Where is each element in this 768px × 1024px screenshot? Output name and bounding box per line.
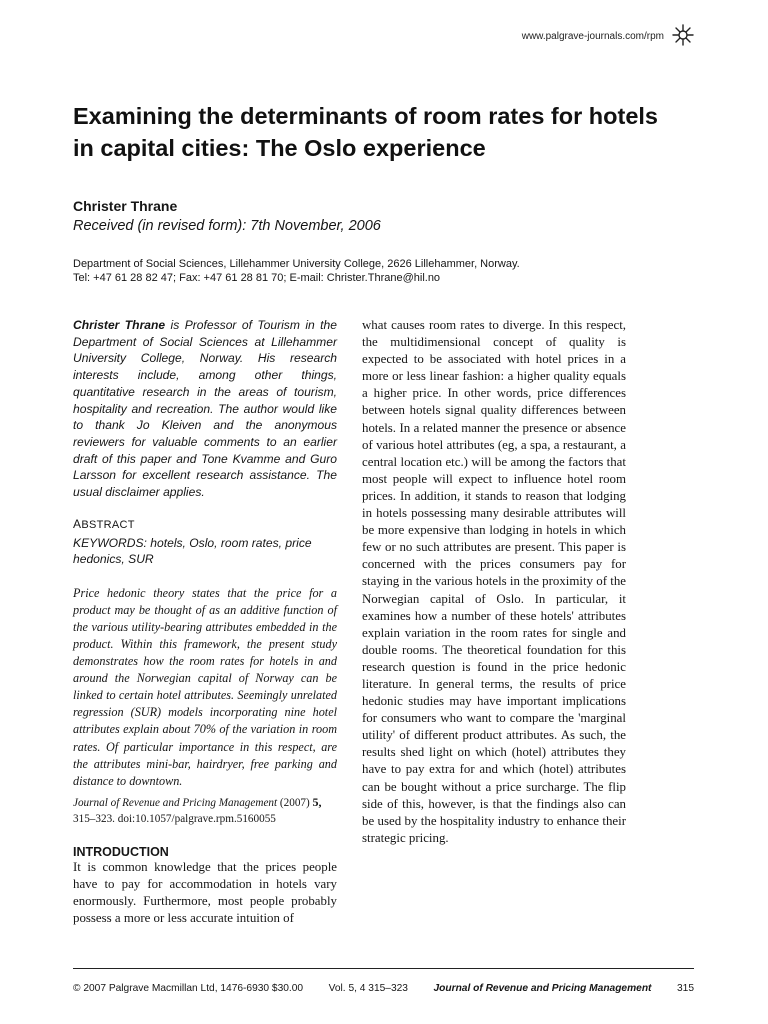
author-affiliation: [73, 257, 693, 285]
abstract-heading: ABSTRACT: [73, 516, 135, 531]
footer-volume: Vol. 5, 4 315–323: [328, 983, 408, 994]
journal-url: www.palgrave-journals.com/rpm: [521, 31, 664, 42]
right-column: [362, 317, 626, 847]
bio-text: is Professor of Tourism in the Department of Social Sciences at Lillehammer University College, Norway. His research interests include, among other things, quantitative research in the areas of tourism, hospitality and recreation. The author would like to thank Jo Kleiven and the anonymous reviewers for valuable comments to an earlier draft of this paper and Tone Kvamme and Guro Larsson for excellent research assistance. The usual disclaimer applies.: [73, 318, 337, 500]
footer-divider: [73, 968, 694, 969]
author-name: Christer Thrane: [73, 198, 178, 214]
affiliation-address: Department of Social Sciences, Lillehammer University College, 2626 Lillehammer, Norway.: [73, 258, 520, 270]
abstract-text: Price hedonic theory states that the price for a product may be thought of as an additive function of the various utility-bearing attributes embedded in the product. Within this framework, the present study demonstrates how the room rates for hotels in and around the Norwegian capital of Norway can be linked to certain hotel attributes. Seemingly unrelated regression (SUR) models incorporating nine hotel attributes explain about 70% of the variation in room rates. Of particular importance in this respect, are the attributes mini-bar, hairdryer, free parking and distance to downtown.: [73, 585, 337, 788]
footer-copyright: © 2007 Palgrave Macmillan Ltd, 1476-6930 $30.00: [73, 983, 304, 994]
received-date: Received (in revised form): 7th November, 2006: [73, 218, 381, 234]
page-footer: [73, 983, 694, 994]
keywords: KEYWORDS: hotels, Oslo, room rates, price hedonics, SUR: [73, 535, 312, 566]
introduction-heading: INTRODUCTION: [73, 844, 169, 859]
author-bio: [73, 317, 337, 501]
citation: Journal of Revenue and Pricing Management (2007) 5, 315–323. doi:10.1057/palgrave.rpm.5160055: [73, 794, 322, 825]
page-number: 315: [677, 983, 694, 994]
bio-author-name: Christer Thrane: [73, 318, 166, 332]
palgrave-sunburst-logo-icon: [672, 24, 694, 46]
article-title: Examining the determinants of room rates for hotels in capital cities: The Oslo experience: [73, 103, 658, 161]
left-column: [73, 317, 337, 927]
footer-journal-name: Journal of Revenue and Pricing Management: [433, 983, 652, 994]
affiliation-contact: Tel: +47 61 28 82 47; Fax: +47 61 28 81 70; E-mail: Christer.Thrane@hil.no: [73, 272, 441, 284]
body-text-continued: what causes room rates to diverge. In this respect, the multidimensional concept of quality is expected to be associated with hotel prices in a more or less linear fashion: a higher quality equals a higher price. In other words, price differences between hotels signal quality differences between hotels. In a related manner the presence or absence of various hotel attributes (eg, a spa, a restaurant, a central location etc.) will be among the factors that most people will expect to influence hotel room prices. In addition, it stands to reason that lodging in hotels possessing many desirable attributes will be more expensive than lodging in hotels in which few or no such attributes are present. This paper is concerned with the prices consumers pay for staying in the various hotels in the proximity of the Norwegian capital of Oslo. In particular, it examines how a number of these hotels' attributes explain variation in the room rates for single and double rooms. The theoretical foundation for this research question is found in the price hedonic literature. In general terms, the results of price hedonic studies may have important implications for consumers who want to compare the 'marginal utility' of different product attributes. As such, the results shed light on which (hotel) attributes they have to pay extra for and which (hotel) attributes can be bought without a price surcharge. The flip side of this, however, is that the findings also can be used by the hospitality industry to enhance their strategic pricing.: [362, 318, 626, 845]
introduction-text: It is common knowledge that the prices people have to pay for accommodation in hotels vary enormously. Furthermore, most people probably possess a more or less accurate intuition of: [73, 859, 337, 926]
